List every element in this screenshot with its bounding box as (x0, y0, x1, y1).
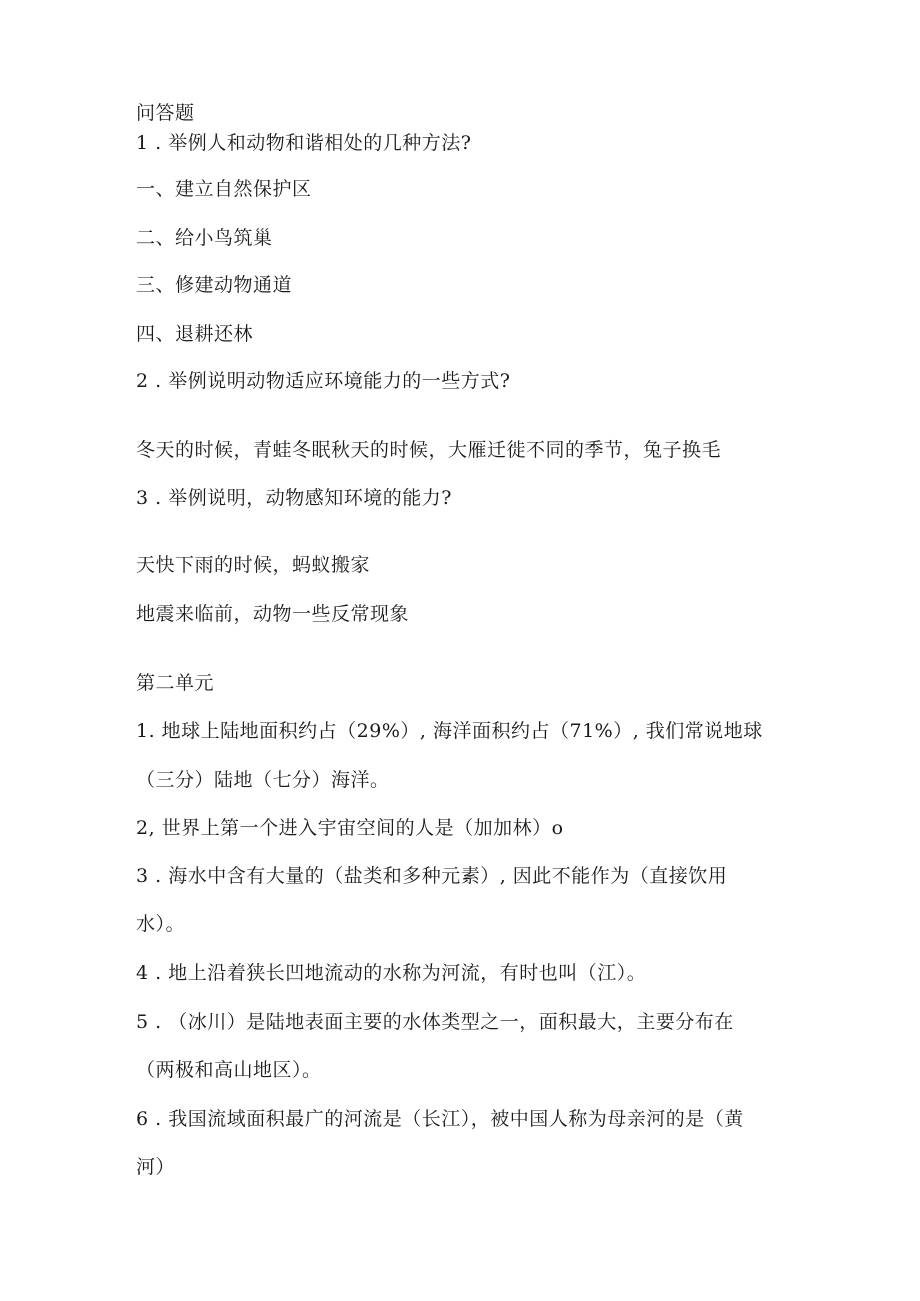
answer-1-3: 三、修建动物通道 (136, 274, 293, 296)
answer-2: 冬天的时候，青蛙冬眠秋天的时候，大雁迁徙不同的季节，兔子换毛 (136, 439, 722, 461)
answer-1-1: 一、建立自然保护区 (136, 178, 312, 200)
unit-item: （两极和高山地区）。 (136, 1059, 322, 1081)
question-1: 1 . 举例人和动物和谐相处的几种方法? (136, 132, 472, 154)
answer-3-2: 地震来临前，动物一些反常现象 (136, 603, 410, 625)
answer-1-4: 四、退耕还林 (136, 323, 254, 345)
section-heading: 问答题 (136, 102, 195, 124)
question-2: 2 . 举例说明动物适应环境能力的一些方式? (136, 370, 511, 392)
unit-title: 第二单元 (136, 672, 215, 694)
unit-item: （三分）陆地（七分）海洋。 (136, 769, 390, 791)
unit-item: 4 . 地上沿着狭长凹地流动的水称为河流，有时也叫（江）。 (136, 962, 647, 984)
question-3: 3 . 举例说明，动物感知环境的能力? (136, 487, 452, 509)
unit-item: 2, 世界上第一个进入宇宙空间的人是（加加林）o (136, 817, 564, 839)
unit-item: 河） (136, 1156, 176, 1178)
unit-item: 1. 地球上陆地面积约占（29%）, 海洋面积约占（71%）, 我们常说地球 (136, 720, 763, 742)
answer-3-1: 天快下雨的时候，蚂蚁搬家 (136, 554, 371, 576)
unit-item: 5 . （冰川）是陆地表面主要的水体类型之一，面积最大，主要分布在 (136, 1011, 734, 1033)
unit-item: 水）。 (136, 913, 186, 935)
answer-1-2: 二、给小鸟筑巢 (136, 227, 273, 249)
unit-item: 6 . 我国流域面积最广的河流是（长江），被中国人称为母亲河的是（黄 (136, 1108, 744, 1130)
unit-item: 3 . 海水中含有大量的（盐类和多种元素）, 因此不能作为（直接饮用 (136, 865, 728, 887)
